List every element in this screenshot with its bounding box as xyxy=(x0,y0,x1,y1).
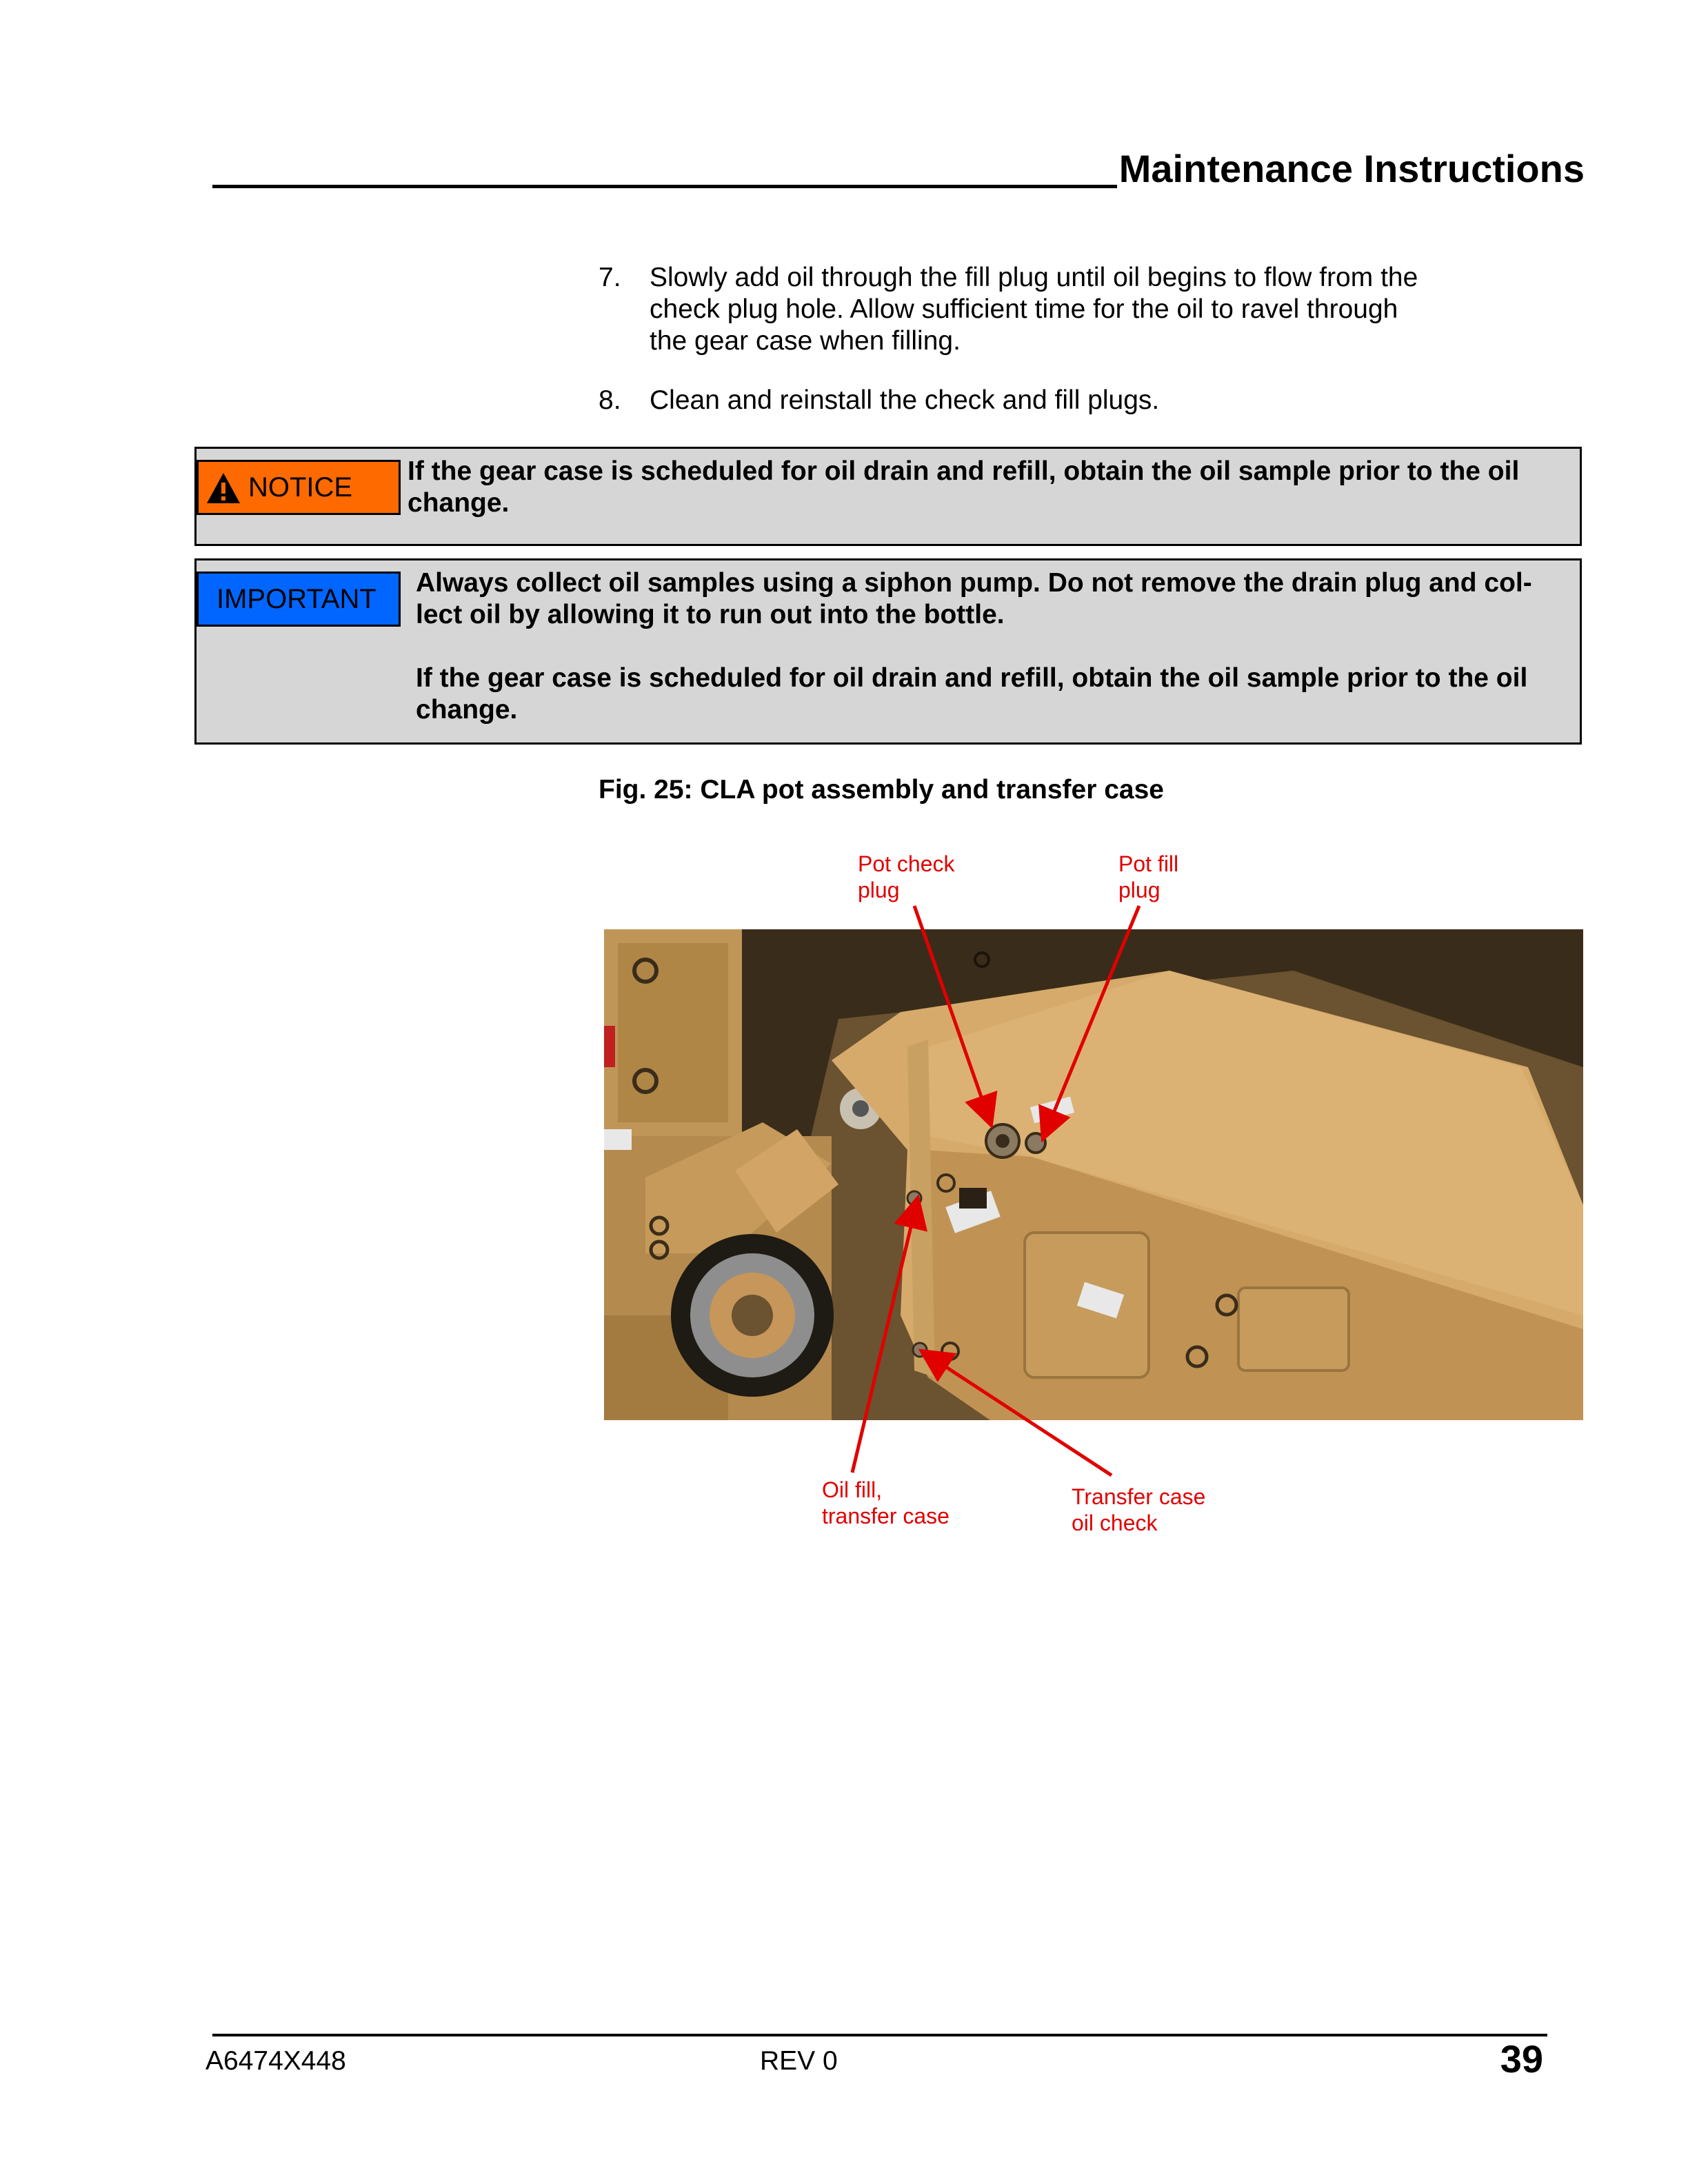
doc-number: A6474X448 xyxy=(205,2046,346,2076)
step-text: Slowly add oil through the fill plug until oil begins to flow from the check plug hole. Allow sufficient time for the oil to ravel through the gear case when filling. xyxy=(650,263,1418,356)
step-text: Clean and reinstall the check and fill plugs. xyxy=(650,385,1160,415)
important-text-2: If the gear case is scheduled for oil drain and refill, obtain the oil sample prior to the oil change. xyxy=(416,663,1528,725)
important-label: IMPORTANT xyxy=(217,584,376,614)
arrow-oil-fill-transfer-case xyxy=(852,1201,917,1473)
step-number: 8. xyxy=(599,385,621,415)
arrow-pot-check-plug xyxy=(914,906,990,1122)
page-number: 39 xyxy=(1500,2037,1543,2081)
important-text-1: Always collect oil samples using a siphon pump. Do not remove the drain plug and col-lect oil by allowing it to run out into the bottle. xyxy=(416,568,1532,629)
figure-caption: Fig. 25: CLA pot assembly and transfer case xyxy=(599,775,1164,805)
callout-oil-fill-transfer-case: Oil fill, transfer case xyxy=(822,1477,950,1528)
step-number: 7. xyxy=(599,263,621,292)
notice-text: If the gear case is scheduled for oil drain and refill, obtain the oil sample prior to the oil change. xyxy=(408,456,1520,518)
revision: REV 0 xyxy=(760,2046,838,2076)
notice-label: NOTICE xyxy=(248,472,353,503)
callout-transfer-case-oil-check: Transfer case oil check xyxy=(1072,1484,1206,1535)
footer-rule xyxy=(212,2034,1547,2036)
page-title: Maintenance Instructions xyxy=(1118,147,1585,190)
arrow-pot-fill-plug xyxy=(1044,906,1139,1136)
arrow-transfer-case-oil-check xyxy=(924,1353,1112,1475)
callout-pot-fill-plug: Pot fill plug xyxy=(1118,851,1179,902)
callout-pot-check-plug: Pot check plug xyxy=(858,851,955,902)
